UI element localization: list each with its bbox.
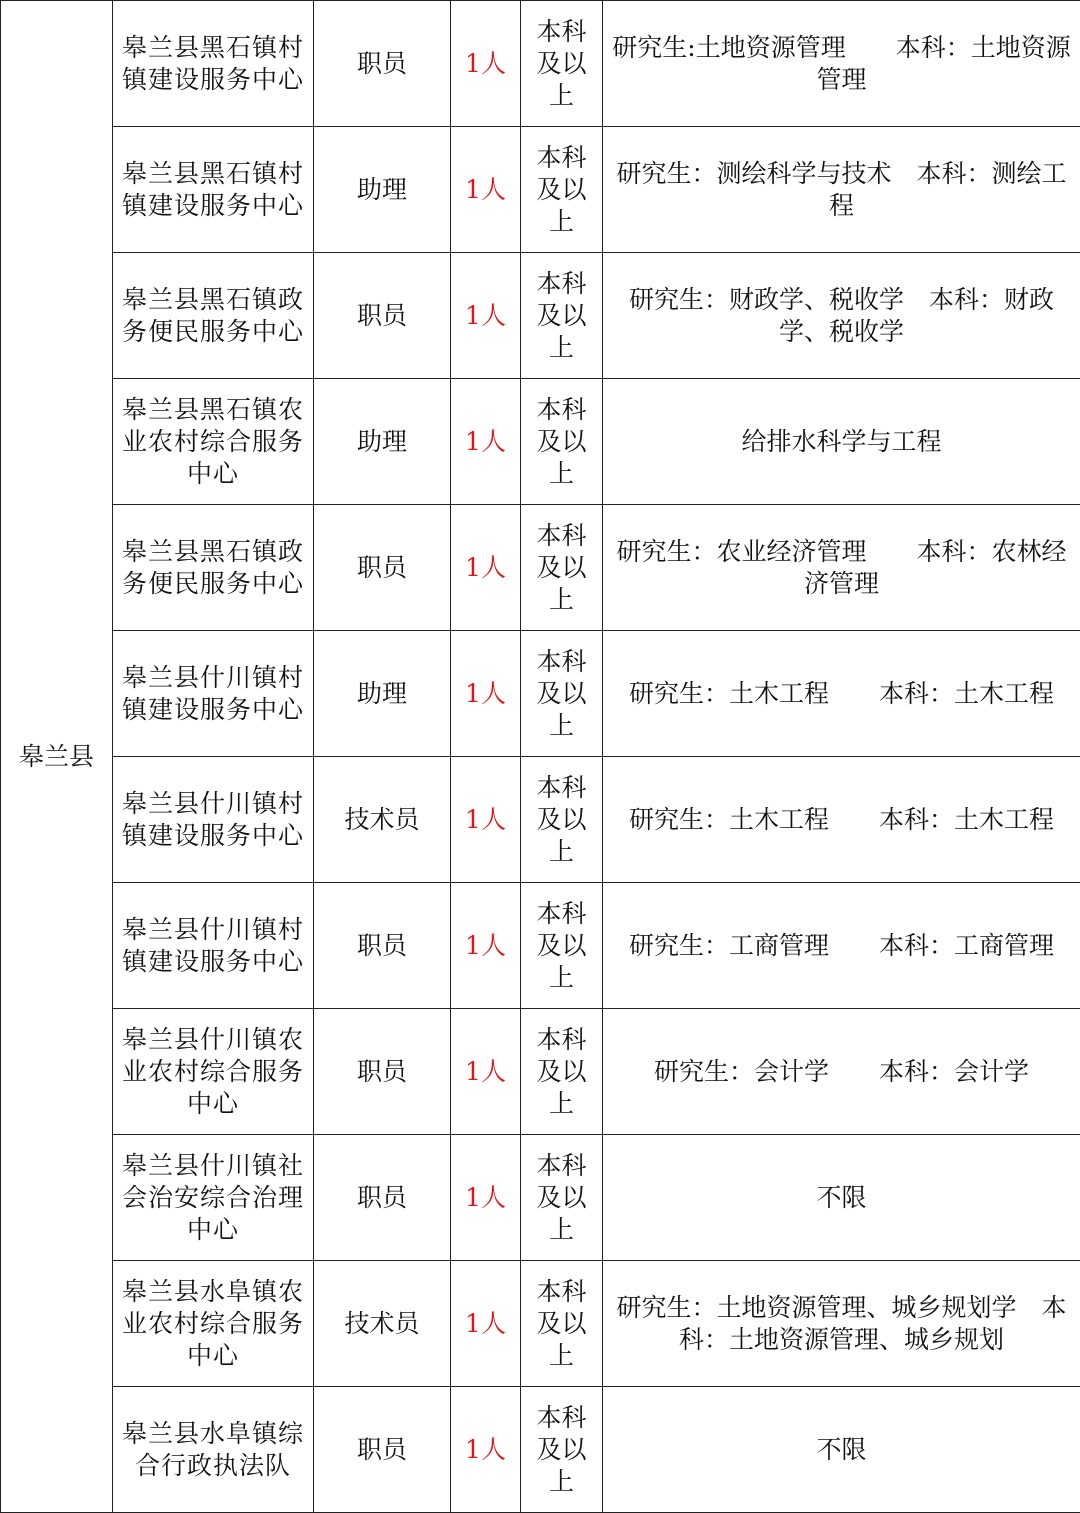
education-cell: 本科及以上 bbox=[521, 631, 603, 757]
table-row bbox=[1, 127, 1080, 253]
table-row bbox=[1, 757, 1080, 883]
education-cell: 本科及以上 bbox=[521, 1, 603, 127]
education-cell: 本科及以上 bbox=[521, 757, 603, 883]
education-cell: 本科及以上 bbox=[521, 127, 603, 253]
education-cell: 本科及以上 bbox=[521, 505, 603, 631]
major-cell: 不限 bbox=[603, 1387, 1080, 1513]
count-cell: 1人 bbox=[451, 505, 521, 631]
position-cell: 职员 bbox=[314, 1, 451, 127]
table-row bbox=[1, 1, 1080, 127]
position-cell: 助理 bbox=[314, 379, 451, 505]
table-row bbox=[1, 1261, 1080, 1387]
count-cell: 1人 bbox=[451, 1009, 521, 1135]
count-cell: 1人 bbox=[451, 883, 521, 1009]
major-cell: 给排水科学与工程 bbox=[603, 379, 1080, 505]
position-cell: 职员 bbox=[314, 1387, 451, 1513]
table-row bbox=[1, 631, 1080, 757]
major-cell: 研究生：测绘科学与技术 本科：测绘工程 bbox=[603, 127, 1080, 253]
position-cell: 职员 bbox=[314, 505, 451, 631]
count-cell: 1人 bbox=[451, 757, 521, 883]
count-cell: 1人 bbox=[451, 1387, 521, 1513]
table-row bbox=[1, 1009, 1080, 1135]
table-row bbox=[1, 1387, 1080, 1513]
count-cell: 1人 bbox=[451, 631, 521, 757]
major-cell: 研究生：农业经济管理 本科：农林经济管理 bbox=[603, 505, 1080, 631]
unit-cell: 皋兰县什川镇村镇建设服务中心 bbox=[113, 883, 314, 1009]
table-body bbox=[1, 1, 1080, 1513]
unit-cell: 皋兰县什川镇社会治安综合治理中心 bbox=[113, 1135, 314, 1261]
major-cell: 研究生：会计学 本科：会计学 bbox=[603, 1009, 1080, 1135]
education-cell: 本科及以上 bbox=[521, 1387, 603, 1513]
unit-cell: 皋兰县什川镇村镇建设服务中心 bbox=[113, 631, 314, 757]
position-cell: 职员 bbox=[314, 1135, 451, 1261]
count-cell: 1人 bbox=[451, 1, 521, 127]
unit-cell: 皋兰县黑石镇村镇建设服务中心 bbox=[113, 127, 314, 253]
education-cell: 本科及以上 bbox=[521, 253, 603, 379]
position-cell: 助理 bbox=[314, 631, 451, 757]
major-cell: 研究生：土木工程 本科：土木工程 bbox=[603, 631, 1080, 757]
position-cell: 职员 bbox=[314, 1009, 451, 1135]
county-cell: 皋兰县 bbox=[1, 1, 113, 1513]
table-row bbox=[1, 505, 1080, 631]
table-row bbox=[1, 883, 1080, 1009]
position-cell: 技术员 bbox=[314, 1261, 451, 1387]
unit-cell: 皋兰县黑石镇村镇建设服务中心 bbox=[113, 1, 314, 127]
major-cell: 研究生：财政学、税收学 本科：财政学、税收学 bbox=[603, 253, 1080, 379]
major-cell: 研究生：工商管理 本科：工商管理 bbox=[603, 883, 1080, 1009]
unit-cell: 皋兰县黑石镇政务便民服务中心 bbox=[113, 505, 314, 631]
major-cell: 不限 bbox=[603, 1135, 1080, 1261]
position-cell: 职员 bbox=[314, 883, 451, 1009]
count-cell: 1人 bbox=[451, 1135, 521, 1261]
position-cell: 技术员 bbox=[314, 757, 451, 883]
count-cell: 1人 bbox=[451, 1261, 521, 1387]
major-cell: 研究生：土木工程 本科：土木工程 bbox=[603, 757, 1080, 883]
education-cell: 本科及以上 bbox=[521, 883, 603, 1009]
table-row bbox=[1, 253, 1080, 379]
position-cell: 职员 bbox=[314, 253, 451, 379]
unit-cell: 皋兰县什川镇村镇建设服务中心 bbox=[113, 757, 314, 883]
table-row bbox=[1, 1135, 1080, 1261]
table-row bbox=[1, 379, 1080, 505]
education-cell: 本科及以上 bbox=[521, 379, 603, 505]
count-cell: 1人 bbox=[451, 253, 521, 379]
unit-cell: 皋兰县黑石镇农业农村综合服务中心 bbox=[113, 379, 314, 505]
education-cell: 本科及以上 bbox=[521, 1009, 603, 1135]
education-cell: 本科及以上 bbox=[521, 1261, 603, 1387]
unit-cell: 皋兰县什川镇农业农村综合服务中心 bbox=[113, 1009, 314, 1135]
major-cell: 研究生:土地资源管理 本科：土地资源管理 bbox=[603, 1, 1080, 127]
education-cell: 本科及以上 bbox=[521, 1135, 603, 1261]
count-cell: 1人 bbox=[451, 379, 521, 505]
unit-cell: 皋兰县水阜镇农业农村综合服务中心 bbox=[113, 1261, 314, 1387]
position-cell: 助理 bbox=[314, 127, 451, 253]
count-cell: 1人 bbox=[451, 127, 521, 253]
unit-cell: 皋兰县水阜镇综合行政执法队 bbox=[113, 1387, 314, 1513]
major-cell: 研究生：土地资源管理、城乡规划学 本科：土地资源管理、城乡规划 bbox=[603, 1261, 1080, 1387]
unit-cell: 皋兰县黑石镇政务便民服务中心 bbox=[113, 253, 314, 379]
